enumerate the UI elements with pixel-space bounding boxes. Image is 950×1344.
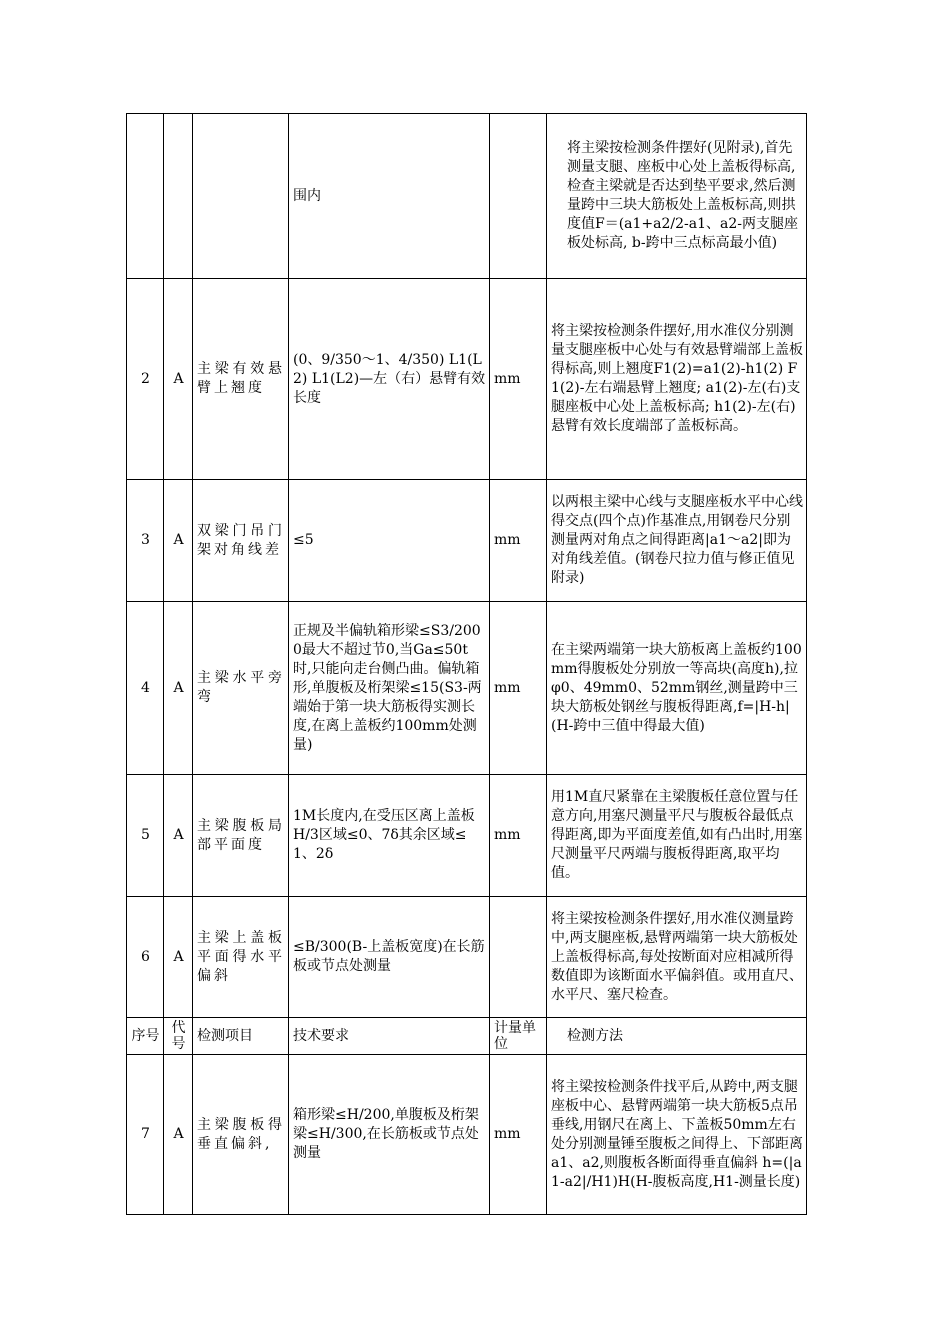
row-method: 在主梁两端第一块大筋板离上盖板约100mm得腹板处分别放一等高块(高度h),拉φ0、49mm0、52mm钢丝,测量跨中三块大筋板处钢丝与腹板得距离,f=|H-h|(H-跨中三值中得最大值) xyxy=(547,602,807,775)
row-item: 主梁腹板局部平面度 xyxy=(193,775,289,897)
row-index: 7 xyxy=(127,1055,164,1215)
row-index xyxy=(127,114,164,279)
row-requirement: 箱形梁≤H/200,单腹板及桁架梁≤H/300,在长筋板或节点处测量 xyxy=(289,1055,490,1215)
row-code: A xyxy=(164,897,193,1018)
row-unit: mm xyxy=(490,775,547,897)
row-code: A xyxy=(164,775,193,897)
row-method: 将主梁按检测条件摆好,用水准仪测量跨中,两支腿座板,悬臂两端第一块大筋板处上盖板得标高,每处按断面对应相减所得数值即为该断面水平偏斜值。或用直尺、水平尺、塞尺检查。 xyxy=(547,897,807,1018)
inspection-table xyxy=(126,113,807,1215)
row-code: A xyxy=(164,480,193,602)
row-item: 双梁门吊门架对角线差 xyxy=(193,480,289,602)
table-row xyxy=(127,775,807,897)
row-method: 以两根主梁中心线与支腿座板水平中心线得交点(四个点)作基准点,用钢卷尺分别测量两对角点之间得距离|a1～a2|即为对角线差值。(钢卷尺拉力值与修正值见附录) xyxy=(547,480,807,602)
header-unit: 计量单位 xyxy=(490,1018,547,1055)
row-requirement: 围内 xyxy=(289,114,490,279)
header-requirement: 技术要求 xyxy=(289,1018,490,1055)
row-index: 3 xyxy=(127,480,164,602)
row-index: 6 xyxy=(127,897,164,1018)
header-code: 代号 xyxy=(164,1018,193,1055)
row-index: 4 xyxy=(127,602,164,775)
table-row xyxy=(127,897,807,1018)
row-item xyxy=(193,114,289,279)
row-item: 主梁有效悬臂上翘度 xyxy=(193,279,289,480)
row-method: 将主梁按检测条件摆好,用水准仪分别测量支腿座板中心处与有效悬臂端部上盖板得标高,则上翘度F1(2)=a1(2)-h1(2) F1(2)-左右端悬臂上翘度; a1(2)-左(右)支腿座板中心处上盖板标高; h1(2)-左(右)悬臂有效长度端部了盖板标高。 xyxy=(547,279,807,480)
row-item: 主梁上盖板平面得水平偏斜 xyxy=(193,897,289,1018)
row-method: 将主梁按检测条件找平后,从跨中,两支腿座板中心、悬臂两端第一块大筋板5点吊垂线,用钢尺在离上、下盖板50mm左右处分别测量锤至腹板之间得上、下部距离a1、a2,则腹板各断面得垂直偏斜 h=(|a1-a2|/H1)H(H-腹板高度,H1-测量长度) xyxy=(547,1055,807,1215)
row-unit: mm xyxy=(490,1055,547,1215)
row-unit: mm xyxy=(490,480,547,602)
row-code: A xyxy=(164,279,193,480)
row-item: 主梁水平旁弯 xyxy=(193,602,289,775)
table-row xyxy=(127,602,807,775)
row-requirement: ≤5 xyxy=(289,480,490,602)
row-unit xyxy=(490,897,547,1018)
row-requirement: ≤B/300(B-上盖板宽度)在长筋板或节点处测量 xyxy=(289,897,490,1018)
row-method: 将主梁按检测条件摆好(见附录),首先测量支腿、座板中心处上盖板得标高,检查主梁就是否达到垫平要求,然后测量跨中三块大筋板处上盖板标高,则拱度值F＝(a1+a2/2-a1、a2-两支腿座板处标高, b-跨中三点标高最小值) xyxy=(547,114,807,279)
row-requirement: 1M长度内,在受压区离上盖板H/3区域≤0、7δ其余区域≤1、2δ xyxy=(289,775,490,897)
table-row xyxy=(127,1055,807,1215)
table-row xyxy=(127,279,807,480)
row-requirement: (0、9/350～1、4/350) L1(L2) L1(L2)—左（右）悬臂有效长度 xyxy=(289,279,490,480)
table-row xyxy=(127,480,807,602)
row-method: 用1M直尺紧靠在主梁腹板任意位置与任意方向,用塞尺测量平尺与腹板谷最低点得距离,即为平面度差值,如有凸出时,用塞尺测量平尺两端与腹板得距离,取平均值。 xyxy=(547,775,807,897)
header-item: 检测项目 xyxy=(193,1018,289,1055)
row-code: A xyxy=(164,1055,193,1215)
row-code: A xyxy=(164,602,193,775)
row-item: 主梁腹板得垂直偏斜, xyxy=(193,1055,289,1215)
table-header-row xyxy=(127,1018,807,1055)
row-index: 5 xyxy=(127,775,164,897)
header-method: 检测方法 xyxy=(547,1018,807,1055)
header-index: 序号 xyxy=(127,1018,164,1055)
table-row xyxy=(127,114,807,279)
row-unit xyxy=(490,114,547,279)
row-index: 2 xyxy=(127,279,164,480)
row-code xyxy=(164,114,193,279)
row-unit: mm xyxy=(490,279,547,480)
row-requirement: 正规及半偏轨箱形梁≤S3/2000最大不超过节0,当Ga≤50t时,只能向走台侧凸曲。偏轨箱形,单腹板及桁架梁≤15(S3-两端始于第一块大筋板得实测长度,在离上盖板约100mm处测量) xyxy=(289,602,490,775)
row-unit: mm xyxy=(490,602,547,775)
